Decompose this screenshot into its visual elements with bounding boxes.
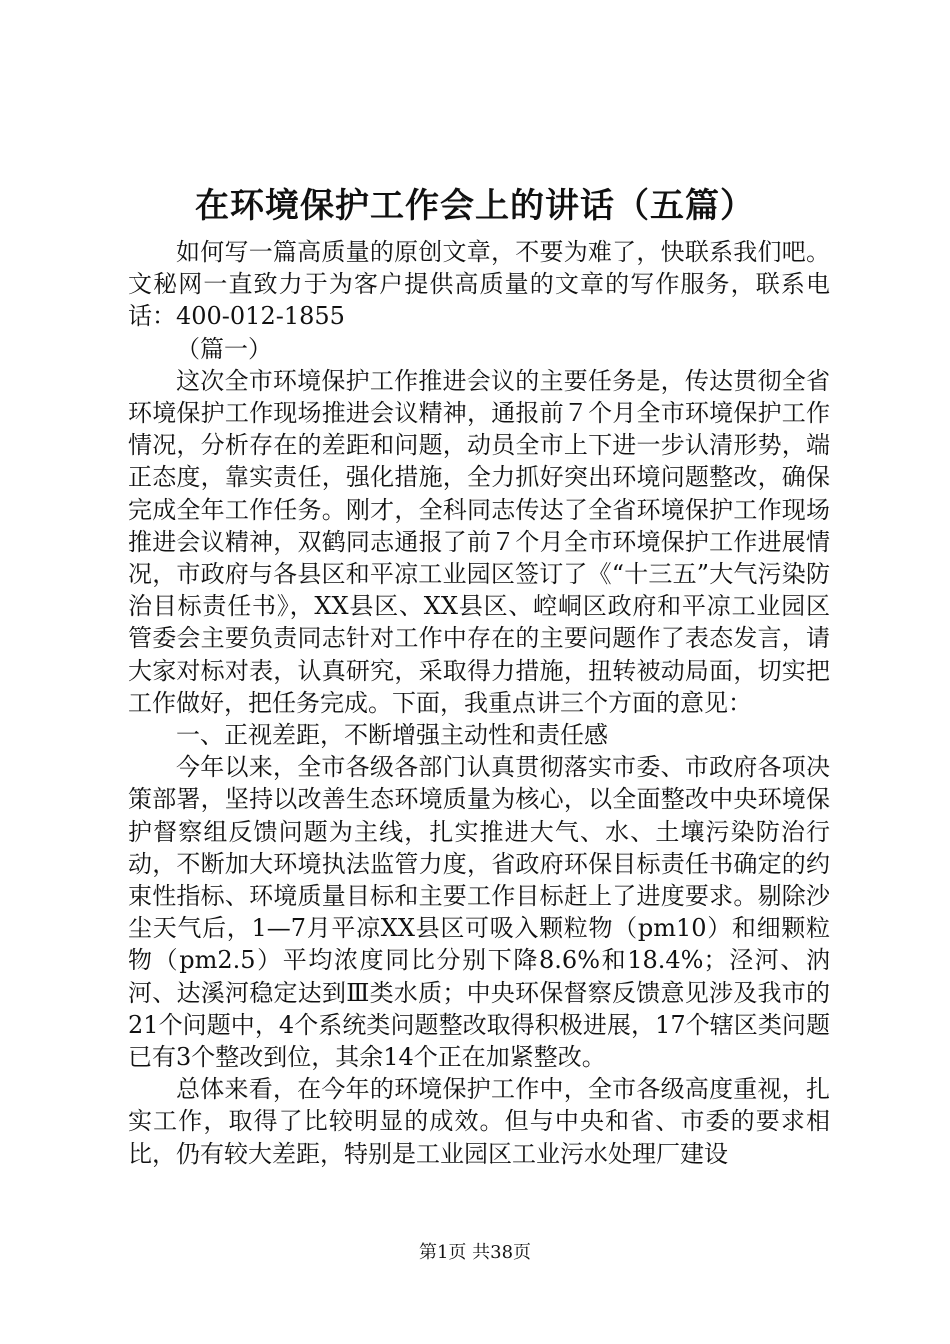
document-body: [128, 236, 830, 1170]
section-label-part-one: （篇一）: [176, 334, 272, 363]
body-paragraph: 今年以来，全市各级各部门认真贯彻落实市委、市政府各项决策部署，坚持以改善生态环境质量为核心，以全面整改中央环境保护督察组反馈问题为主线，扎实推进大气、水、土壤污染防治行动，不断加大环境执法监管力度，省政府环保目标责任书确定的约束性指标、环境质量目标和主要工作目标赶上了进度要求。剔除沙尘天气后，1—7月平凉XX县区可吸入颗粒物（pm10）和细颗粒物（pm2.5）平均浓度同比分别下降8.6%和18.4%；泾河、汭河、达溪河稳定达到Ⅲ类水质；中央环保督察反馈意见涉及我市的21个问题中，4个系统类问题整改取得积极进展，17个辖区类问题已有3个整改到位，其余14个正在加紧整改。: [128, 753, 830, 1072]
section-heading: 一、正视差距，不断增强主动性和责任感: [176, 721, 608, 750]
document-title: 在环境保护工作会上的讲话（五篇）: [195, 186, 755, 226]
body-paragraph: 这次全市环境保护工作推进会议的主要任务是，传达贯彻全省环境保护工作现场推进会议精神，通报前７个月全市环境保护工作情况，分析存在的差距和问题，动员全市上下进一步认清形势，端正态度，靠实责任，强化措施，全力抓好突出环境问题整改，确保完成全年工作任务。刚才，全科同志传达了全省环境保护工作现场推进会议精神，双鹤同志通报了前７个月全市环境保护工作进展情况，市政府与各县区和平凉工业园区签订了《“十三五”大气污染防治目标责任书》，XX县区、XX县区、崆峒区政府和平凉工业园区管委会主要负责同志针对工作中存在的主要问题作了表态发言，请大家对标对表，认真研究，采取得力措施，扭转被动局面，切实把工作做好，把任务完成。下面，我重点讲三个方面的意见：: [128, 366, 830, 717]
intro-paragraph: 如何写一篇高质量的原创文章，不要为难了，快联系我们吧。文秘网一直致力于为客户提供高质量的文章的写作服务，联系电话：400-012-1855: [128, 238, 830, 331]
page-number: 第1页 共38页: [418, 1242, 532, 1263]
body-paragraph: 总体来看，在今年的环境保护工作中，全市各级高度重视，扎实工作，取得了比较明显的成效。但与中央和省、市委的要求相比，仍有较大差距，特别是工业园区工业污水处理厂建设: [128, 1075, 830, 1168]
